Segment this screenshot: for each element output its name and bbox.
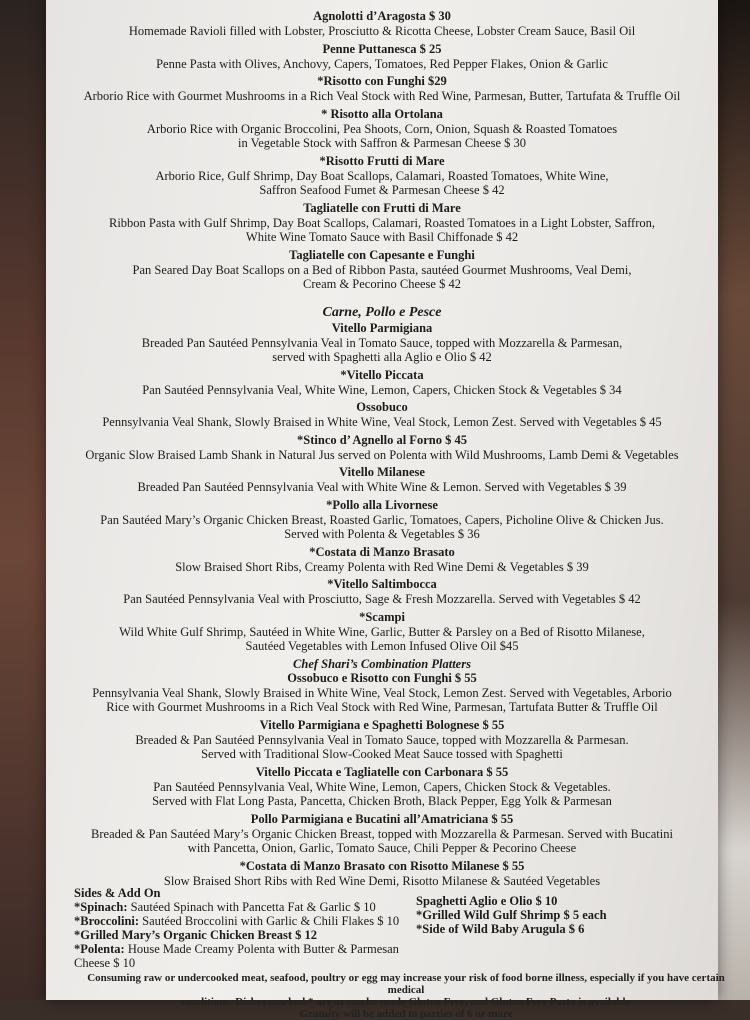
menu-item [46,42,718,72]
menu-item [46,610,718,654]
menu-item-description: Penne Pasta with Olives, Anchovy, Capers, Tomatoes, Red Pepper Flakes, Onion & Garlic [156,56,608,71]
menu-item [46,812,718,856]
combination-platters-list [46,671,718,889]
side-item: *Grilled Wild Gulf Shrimp $ 5 each [416,908,607,922]
menu-item-description: Pennsylvania Veal Shank, Slowly Braised in White Wine, Veal Stock, Lemon Zest. Served with Vegetables $ 45 [102,415,662,429]
meat-poultry-fish-list [46,321,718,654]
side-item-name: *Grilled Mary’s Organic Chicken Breast $ 12 [74,928,318,942]
side-item-name: *Spinach: [74,900,128,914]
menu-item-description: Pan Sautéed Pennsylvania Veal with Prosciutto, Sage & Fresh Mozzarella. Served with Vegetables $ 42 [123,592,641,606]
menu-content [46,9,718,891]
menu-item [46,577,718,607]
footer-note: conditions. Dishes marked * are or can be made Gluten Free, and Gluten Free Pasta is available [181,996,631,1008]
menu-item [46,107,718,151]
menu-item-description: Wild White Gulf Shrimp, Sautéed in White Wine, Garlic, Butter & Parsley on a Bed of Risotto Milanese, [119,624,645,639]
menu-item-name: *Costata di Manzo Brasato con Risotto Milanese $ 55 [239,858,525,873]
menu-item-description: Sautéed Vegetables with Lemon Infused Olive Oil $45 [245,639,519,653]
menu-item-description: Arborio Rice with Gourmet Mushrooms in a Rich Veal Stock with Red Wine, Parmesan, Butter, Tartufata & Truffle Oil [83,89,681,103]
side-item [74,942,434,970]
menu-item [46,248,718,292]
menu-item-description: served with Spaghetti alla Aglio e Olio $ 42 [272,350,492,364]
menu-item-name: *Risotto con Funghi $29 [317,74,447,88]
menu-item-name: Ossobuco [356,400,408,414]
menu-item [46,465,718,495]
menu-item-description: Pan Sautéed Pennsylvania Veal, White Wine, Lemon, Capers, Chicken Stock & Vegetables. [153,779,611,794]
menu-item-description: Breaded & Pan Sautéed Mary’s Organic Chicken Breast, topped with Mozzarella & Parmesan. Served with Bucatini [91,826,673,841]
subsection-title: Chef Shari’s Combination Platters [293,656,471,671]
menu-item [46,74,718,104]
side-item-description: Sautéed Broccolini with Garlic & Chili Flakes $ 10 [139,914,400,928]
menu-item-name: Tagliatelle con Frutti di Mare [303,200,461,215]
sides-right-column [416,894,716,936]
menu-item-name: Vitello Parmigiana e Spaghetti Bolognese $ 55 [259,717,505,732]
menu-item-description: Pan Sautéed Pennsylvania Veal, White Wine, Lemon, Capers, Chicken Stock & Vegetables $ 34 [142,382,622,397]
menu-item-description: Breaded & Pan Sautéed Pennsylvania Veal in Tomato Sauce, topped with Mozzarella & Parmesan. [135,732,629,747]
menu-item-description: Saffron Seafood Fumet & Parmesan Cheese $ 42 [259,183,505,197]
menu-item-description: Homemade Ravioli filled with Lobster, Prosciutto & Ricotta Cheese, Lobster Cream Sauce, Basil Oil [128,24,636,38]
menu-item-description: Served with Flat Long Pasta, Pancetta, Chicken Broth, Black Pepper, Egg Yolk & Parmesan [152,794,612,808]
menu-item-description: Breaded Pan Sautéed Pennsylvania Veal with White Wine & Lemon. Served with Vegetables $ 39 [137,480,627,494]
menu-item [46,201,718,245]
menu-item-description: Breaded Pan Sautéed Pennsylvania Veal in Tomato Sauce, topped with Mozzarella & Parmesan, [141,335,623,350]
pasta-risotto-list [46,9,718,292]
menu-item-description: Slow Braised Short Ribs with Red Wine Demi, Risotto Milanese & Sautéed Vegetables [163,873,601,888]
sides-title: Sides & Add On [74,886,161,900]
side-item [74,928,434,942]
menu-item-name: Vitello Parmigiana [331,320,433,335]
side-item-name: *Polenta: [74,942,125,956]
menu-item-name: *Costata di Manzo Brasato [309,544,455,559]
menu-item-description: White Wine Tomato Sauce with Basil Chiffonade $ 42 [245,230,519,244]
side-item: Spaghetti Aglio e Olio $ 10 [416,894,558,908]
menu-item [46,368,718,398]
menu-item-description: Served with Traditional Slow-Cooked Meat Sauce tossed with Spaghetti [201,747,563,761]
menu-item-description: Served with Polenta & Vegetables $ 36 [284,527,480,541]
menu-item-description: Ribbon Pasta with Gulf Shrimp, Day Boat Scallops, Calamari, Roasted Tomatoes in a Light Lobster, Saffron, [108,215,655,230]
menu-item [46,859,718,889]
side-item [74,900,434,914]
menu-item-description: with Pancetta, Onion, Garlic, Tomato Sauce, Chili Pepper & Pecorino Cheese [187,841,577,855]
menu-item-description: Organic Slow Braised Lamb Shank in Natural Jus served on Polenta with Wild Mushrooms, Lamb Demi & Vegetables [85,447,679,462]
side-item [74,914,434,928]
menu-item [46,545,718,575]
menu-item-name: *Pollo alla Livornese [326,497,438,512]
menu-item [46,154,718,198]
menu-item-name: Vitello Milanese [339,465,425,479]
side-item-name: *Broccolini: [74,914,140,928]
menu-item-name: * Risotto alla Ortolana [321,106,443,121]
menu-item [46,718,718,762]
menu-item [46,765,718,809]
menu-item-name: Ossobuco e Risotto con Funghi $ 55 [287,670,477,685]
footer-note: Consuming raw or undercooked meat, seafood, poultry or egg may increase your risk of food borne illness, especially if you have certain medical [87,972,725,996]
menu-page [46,0,725,1020]
menu-item-description: Arborio Rice with Organic Broccolini, Pea Shoots, Corn, Onion, Squash & Roasted Tomatoes [146,121,618,136]
side-item-description: Sautéed Spinach with Pancetta Fat & Garlic $ 10 [127,900,376,914]
menu-item-name: Penne Puttanesca $ 25 [322,41,442,56]
menu-item-name: *Vitello Saltimbocca [327,577,437,591]
menu-item-name: Vitello Piccata e Tagliatelle con Carbonara $ 55 [255,764,509,779]
menu-item-description: Slow Braised Short Ribs, Creamy Polenta with Red Wine Demi & Vegetables $ 39 [175,559,589,574]
menu-item [46,9,718,39]
menu-item-name: *Risotto Frutti di Mare [319,153,445,168]
menu-item-name: *Vitello Piccata [340,367,424,382]
footer-note: Gratuity will be added to parties of 6 or more [299,1008,513,1020]
menu-item [46,433,718,463]
menu-item-description: Arborio Rice, Gulf Shrimp, Day Boat Scallops, Calamari, Roasted Tomatoes, White Wine, [155,168,609,183]
menu-item-description: in Vegetable Stock with Saffron & Parmesan Cheese $ 30 [237,136,527,150]
menu-item-name: *Scampi [359,609,405,624]
sides-left-column [74,886,434,970]
side-item-description: House Made Creamy Polenta with Butter & Parmesan Cheese $ 10 [74,942,399,970]
menu-footer-notes [86,972,726,1020]
menu-item-description: Cream & Pecorino Cheese $ 42 [303,277,461,291]
menu-item-description: Pennsylvania Veal Shank, Slowly Braised in White Wine, Veal Stock, Lemon Zest. Served with Vegetables, Arborio [92,685,672,700]
section-title: Carne, Pollo e Pesce [322,304,442,320]
menu-item [46,321,718,365]
menu-item [46,498,718,542]
menu-item-description: Pan Seared Day Boat Scallops on a Bed of Ribbon Pasta, sautéed Gourmet Mushrooms, Veal Demi, [132,262,632,277]
menu-item-name: *Stinco d’ Agnello al Forno $ 45 [297,432,467,447]
menu-item [46,671,718,715]
menu-item-name: Pollo Parmigiana e Bucatini all’Amatriciana $ 55 [250,811,514,826]
menu-item-name: Agnolotti d’Aragosta $ 30 [313,9,451,23]
menu-item-description: Pan Sautéed Mary’s Organic Chicken Breast, Roasted Garlic, Tomatoes, Capers, Picholine Olive & Chicken Jus. [100,512,664,527]
side-item: *Side of Wild Baby Arugula $ 6 [416,922,585,936]
menu-item-description: Rice with Gourmet Mushrooms in a Rich Veal Stock with Red Wine, Parmesan, Tartufata Butter & Truffle Oil [106,700,658,714]
menu-item-name: Tagliatelle con Capesante e Funghi [289,247,475,262]
menu-item [46,400,718,430]
